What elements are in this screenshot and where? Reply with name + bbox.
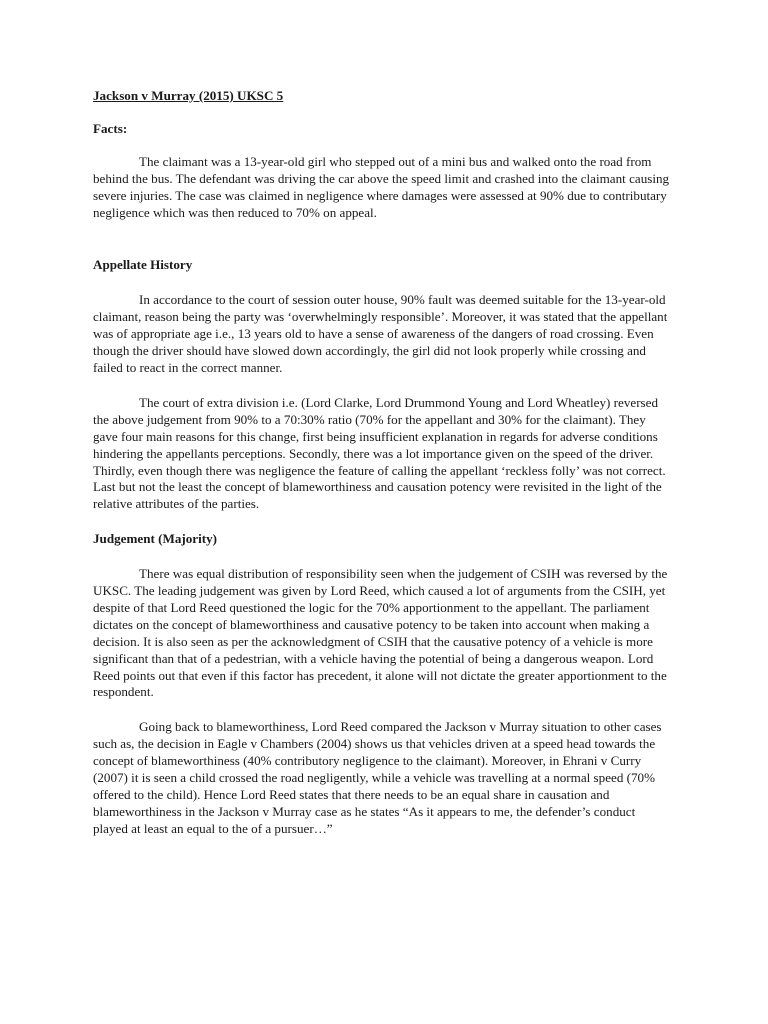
appellate-paragraph-2: The court of extra division i.e. (Lord Clarke, Lord Drummond Young and Lord Wheatley) reversed the above judgement from 90% to a 70:30% ratio (70% for the appellant and 30% for the claimant). They gave four main reasons for this change, first being insufficient explanation in regards for adverse conditions hindering the appellants perceptions. Secondly, there was a lot importance given on the speed of the driver. Thirdly, even though there was negligence the feature of calling the appellant ‘reckless folly’ was not correct. Last but not the least the concept of blameworthiness and causation potency were revisited in the light of the relative attributes of the parties. [93, 394, 666, 512]
spacer [93, 138, 671, 154]
facts-paragraph: The claimant was a 13-year-old girl who stepped out of a mini bus and walked onto the road from behind the bus. The defendant was driving the car above the speed limit and crashed into the claimant causing severe injuries. The case was claimed in negligence where damages were assessed at 90% due to contributary negligence which was then reduced to 70% on appeal. [93, 153, 670, 220]
judgement-heading: Judgement (Majority) [93, 531, 217, 547]
appellate-history-heading: Appellate History [93, 257, 193, 273]
spacer [93, 513, 671, 531]
spacer [93, 274, 671, 292]
facts-heading: Facts: [93, 120, 128, 136]
judgement-paragraph-1: There was equal distribution of responsibility seen when the judgement of CSIH was reversed by the UKSC. The leading judgement was given by Lord Reed, which caused a lot of arguments from the CSIH, yet despite of that Lord Reed questioned the logic for the 70% apportionment to the appellant. The parliament dictates on the concept of blameworthiness and causative potency to be taken into account when making a decision. It is also seen as per the acknowledgment of CSIH that the causative potency of a vehicle is more significant than that of a pedestrian, with a vehicle having the potential of being a dangerous weapon. Lord Reed points out that even if this factor has precedent, it alone will not dictate the greater apportionment to the respondent. [93, 566, 668, 700]
document-page [93, 88, 671, 838]
spacer [93, 548, 671, 566]
spacer [93, 377, 671, 395]
judgement-paragraph-2: Going back to blameworthiness, Lord Reed compared the Jackson v Murray situation to other cases such as, the decision in Eagle v Chambers (2004) shows us that vehicles driven at a speed head towards the concept of blameworthiness (40% contributory negligence to the claimant). Moreover, in Ehrani v Curry (2007) it is seen a child crossed the road negligently, while a vehicle was travelling at a normal speed (70% offered to the child). Hence Lord Reed states that there needs to be an equal share in causation and blameworthiness in the Jackson v Murray case as he states “As it appears to me, the defender’s conduct played at least an equal to the of a pursuer…” [93, 719, 662, 836]
appellate-paragraph-1: In accordance to the court of session outer house, 90% fault was deemed suitable for the 13-year-old claimant, reason being the party was ‘overwhelmingly responsible’. Moreover, it was stated that the appellant was of appropriate age i.e., 13 years old to have a sense of awareness of the dangers of road crossing. Even though the driver should have slowed down accordingly, the girl did not look properly while crossing and failed to react in the correct manner. [93, 292, 668, 375]
spacer [93, 701, 671, 719]
document-title: Jackson v Murray (2015) UKSC 5 [93, 88, 284, 103]
spacer [93, 221, 671, 257]
